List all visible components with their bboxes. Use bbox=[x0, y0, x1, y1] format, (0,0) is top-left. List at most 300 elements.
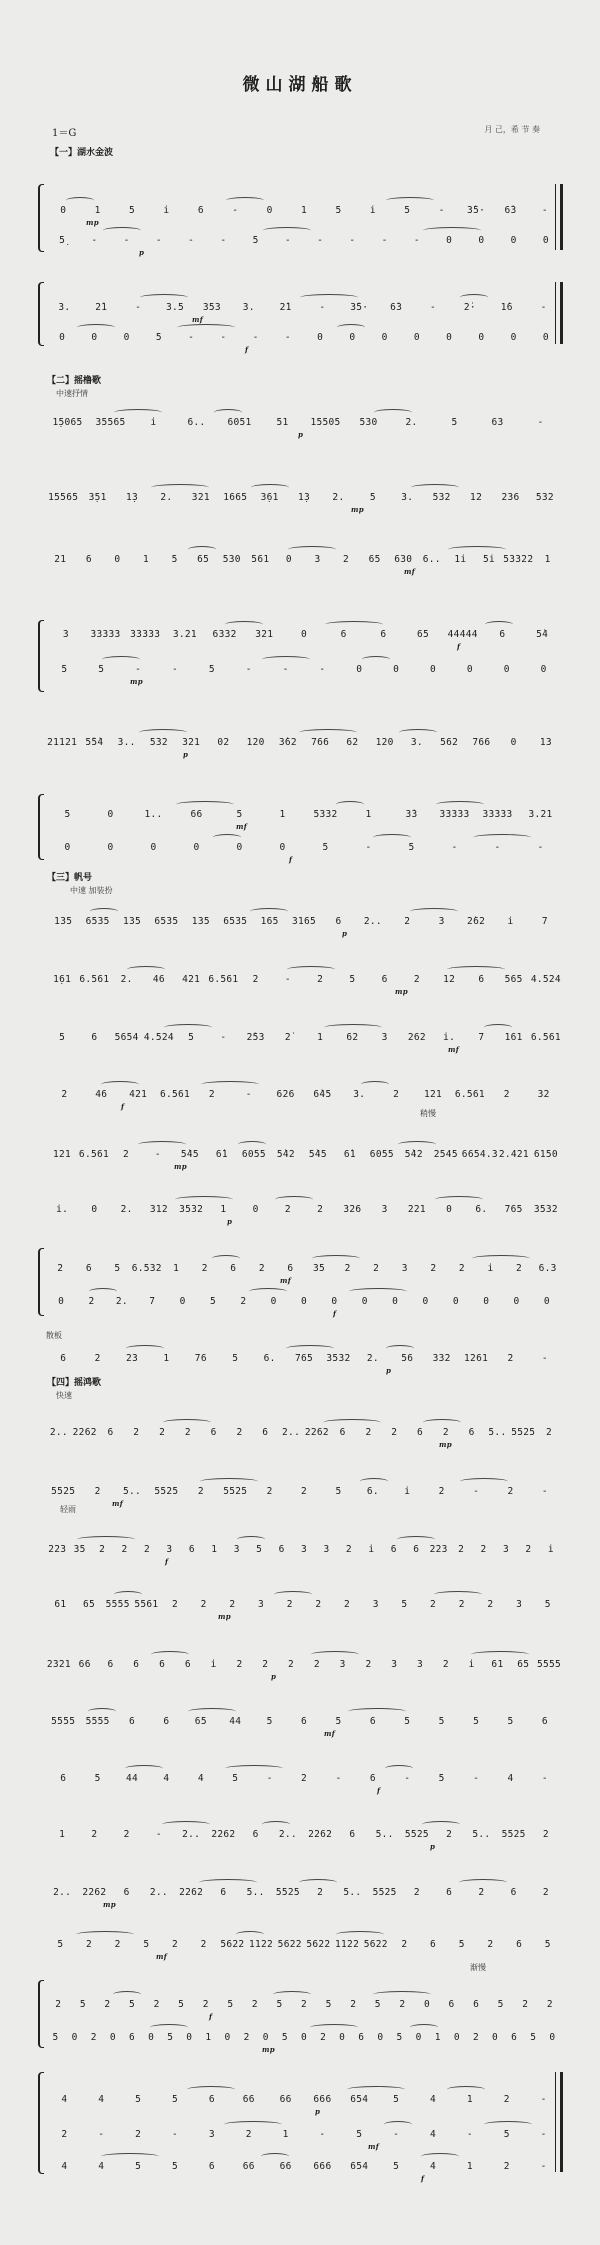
note: 4 bbox=[197, 1773, 204, 1784]
note: 0 bbox=[91, 332, 98, 343]
note: 6 bbox=[129, 1716, 136, 1727]
dynamic-mark: mp bbox=[130, 677, 143, 686]
note: 0 bbox=[513, 1296, 520, 1307]
note: 532 bbox=[149, 737, 168, 748]
note: 2 bbox=[301, 1999, 308, 2010]
note: 2 bbox=[197, 1486, 204, 1497]
note: 3 bbox=[301, 1544, 308, 1555]
note: 6.3 bbox=[538, 1263, 557, 1274]
note: 5 bbox=[178, 1999, 185, 2010]
note: - bbox=[540, 2129, 547, 2140]
note: 6.561 bbox=[454, 1089, 485, 1100]
note: 2 bbox=[184, 1427, 191, 1438]
note: 6. bbox=[475, 1204, 488, 1215]
system-brace bbox=[38, 620, 44, 692]
note: - bbox=[220, 235, 227, 246]
note: 2 bbox=[393, 1089, 400, 1100]
note: 0 bbox=[549, 2032, 556, 2043]
note: 2 bbox=[94, 1353, 101, 1364]
note: 44444 bbox=[447, 629, 478, 640]
slur-mark bbox=[188, 546, 216, 553]
note: 2 bbox=[200, 1939, 207, 1950]
note: 3̣51 bbox=[88, 492, 107, 503]
notation-line bbox=[46, 196, 562, 227]
note: 2 bbox=[345, 1544, 352, 1555]
note: 0 bbox=[339, 2032, 346, 2043]
note: 5 bbox=[349, 974, 356, 985]
note: - bbox=[232, 205, 239, 216]
note: 0 bbox=[266, 205, 273, 216]
note: - bbox=[284, 974, 291, 985]
note: 0 bbox=[114, 554, 121, 565]
note: 6 bbox=[128, 2032, 135, 2043]
note: i bbox=[404, 1486, 411, 1497]
note: 2 bbox=[57, 1263, 64, 1274]
dynamic-mark: mf bbox=[192, 315, 204, 324]
notation-line bbox=[46, 545, 562, 576]
note: 3 bbox=[208, 2129, 215, 2140]
note: 2 bbox=[301, 1486, 308, 1497]
note: 2 bbox=[202, 1999, 209, 2010]
note: 5 bbox=[252, 235, 259, 246]
note: 5 bbox=[396, 2032, 403, 2043]
note: - bbox=[284, 235, 291, 246]
note: 5 bbox=[59, 1032, 66, 1043]
slur-mark bbox=[325, 621, 383, 628]
slur-mark bbox=[249, 1288, 287, 1295]
slur-mark bbox=[212, 1255, 240, 1262]
note: 5 bbox=[135, 2094, 142, 2105]
note: 121 bbox=[52, 1149, 72, 1160]
note: 2.. bbox=[182, 1829, 201, 1840]
system-brace bbox=[38, 282, 44, 346]
note: 51 bbox=[276, 417, 289, 428]
slur-mark bbox=[299, 1879, 337, 1886]
note: i bbox=[163, 205, 170, 216]
note: - bbox=[466, 2129, 473, 2140]
note: 6 bbox=[230, 1263, 237, 1274]
notation-line bbox=[46, 293, 562, 324]
tempo-mark-5: 散板 bbox=[46, 1331, 62, 1340]
slur-mark bbox=[411, 484, 459, 491]
slur-mark bbox=[102, 656, 140, 663]
note: 2 bbox=[399, 1999, 406, 2010]
slur-mark bbox=[336, 801, 364, 808]
note: 2 bbox=[135, 2129, 142, 2140]
slur-mark bbox=[164, 1024, 212, 1031]
note: 5.. bbox=[488, 1427, 507, 1438]
note: 2 bbox=[91, 1829, 98, 1840]
slur-mark bbox=[323, 1419, 381, 1426]
note: 6 bbox=[340, 629, 347, 640]
note: 3 bbox=[391, 1659, 398, 1670]
note: 6055 bbox=[241, 1149, 266, 1160]
note: 1̇6 bbox=[500, 302, 513, 313]
note: 3̇5· bbox=[350, 302, 369, 313]
note: 2 bbox=[266, 1486, 273, 1497]
note: 2 bbox=[430, 1599, 437, 1610]
note: 5 bbox=[155, 332, 162, 343]
note: 2 bbox=[301, 1773, 308, 1784]
note: 6 bbox=[107, 1427, 114, 1438]
notation-line bbox=[46, 1023, 562, 1054]
note: 3 bbox=[62, 629, 69, 640]
note: 3. bbox=[242, 302, 255, 313]
slur-mark bbox=[101, 1081, 139, 1088]
note: - bbox=[473, 1773, 480, 1784]
note: 2̇53 bbox=[246, 1032, 265, 1043]
note: 5 bbox=[408, 842, 415, 853]
note: 6654.3 bbox=[461, 1149, 498, 1160]
note: 6150 bbox=[533, 1149, 558, 1160]
note: 2. bbox=[366, 1353, 379, 1364]
dynamic-mark: mf bbox=[236, 822, 248, 831]
notation-line bbox=[46, 620, 562, 651]
notation-line bbox=[46, 1820, 562, 1851]
slur-mark bbox=[448, 546, 506, 553]
note: 5 bbox=[129, 1999, 136, 2010]
note: 6 bbox=[133, 1659, 140, 1670]
note: 2 bbox=[344, 1599, 351, 1610]
note: 12 bbox=[443, 974, 456, 985]
slur-mark bbox=[459, 1879, 507, 1886]
note: 2 bbox=[350, 1999, 357, 2010]
note: 2 bbox=[542, 1887, 549, 1898]
note: 6535 bbox=[154, 916, 179, 927]
note: - bbox=[494, 842, 501, 853]
note: 2 bbox=[487, 1599, 494, 1610]
dynamic-mark: f bbox=[165, 1557, 169, 1566]
note: - bbox=[404, 1773, 411, 1784]
slur-mark bbox=[113, 1991, 141, 1998]
slur-mark bbox=[88, 1708, 116, 1715]
note: 5 bbox=[61, 664, 68, 675]
dynamic-mark: mp bbox=[174, 1162, 187, 1171]
note: 3 bbox=[166, 1544, 173, 1555]
slur-mark bbox=[398, 1141, 436, 1148]
note: 6 bbox=[262, 1427, 269, 1438]
slur-mark bbox=[273, 1991, 311, 1998]
note: 32 bbox=[537, 1089, 550, 1100]
note: 6 bbox=[413, 1544, 420, 1555]
composer-credit: 月 己，希 节 奏 bbox=[484, 125, 540, 134]
note: 5 bbox=[335, 1716, 342, 1727]
slur-mark bbox=[262, 656, 310, 663]
slur-mark bbox=[436, 801, 484, 808]
note: 6055 bbox=[369, 1149, 394, 1160]
note: 2 bbox=[55, 1999, 62, 2010]
notation-line bbox=[46, 1535, 562, 1566]
note: 5 bbox=[209, 1296, 216, 1307]
note: 0 bbox=[60, 205, 67, 216]
slur-mark bbox=[311, 1651, 359, 1658]
notation-line bbox=[46, 728, 562, 759]
note: 1̣3 bbox=[125, 492, 139, 503]
note: 2262 bbox=[211, 1829, 236, 1840]
note: 5525 bbox=[154, 1486, 179, 1497]
note: 2 bbox=[438, 1486, 445, 1497]
note: 666 bbox=[313, 2094, 332, 2105]
note: - bbox=[252, 332, 259, 343]
note: 1 bbox=[220, 1204, 227, 1215]
note: 5 bbox=[473, 1716, 480, 1727]
note: 65 bbox=[517, 1659, 530, 1670]
slur-mark bbox=[77, 1536, 135, 1543]
note: 5 bbox=[544, 1939, 551, 1950]
note: 2 bbox=[365, 1659, 372, 1670]
note: 7 bbox=[478, 1032, 485, 1043]
note: 3 bbox=[401, 1263, 408, 1274]
note: 2 bbox=[172, 1939, 179, 1950]
slur-mark bbox=[384, 2121, 412, 2128]
note: 2 bbox=[487, 1939, 494, 1950]
note: 562 bbox=[440, 737, 459, 748]
note: 1 bbox=[466, 2161, 473, 2172]
note: 6 bbox=[380, 629, 387, 640]
dynamic-mark: f bbox=[289, 855, 293, 864]
note: 3̣61 bbox=[260, 492, 279, 503]
note: 2 bbox=[472, 2032, 479, 2043]
slur-mark bbox=[200, 1478, 258, 1485]
note: 6 bbox=[85, 554, 92, 565]
note: 6.532 bbox=[131, 1263, 162, 1274]
slur-mark bbox=[188, 1708, 236, 1715]
note: 4 bbox=[430, 2094, 437, 2105]
slur-mark bbox=[262, 1821, 290, 1828]
note: 1 bbox=[94, 205, 101, 216]
note: 5 bbox=[208, 664, 215, 675]
note: - bbox=[98, 2129, 105, 2140]
note: 0 bbox=[361, 1296, 368, 1307]
slur-mark bbox=[410, 908, 458, 915]
notation-line bbox=[46, 483, 562, 514]
note: 654 bbox=[350, 2094, 369, 2105]
note: 5 bbox=[135, 2161, 142, 2172]
note: 0 bbox=[446, 1204, 453, 1215]
note: 5 bbox=[374, 1999, 381, 2010]
dynamic-mark: mf bbox=[280, 1276, 292, 1285]
note: i bbox=[150, 417, 157, 428]
note: - bbox=[541, 205, 548, 216]
note: 2262 bbox=[179, 1887, 204, 1898]
note: 120 bbox=[375, 737, 394, 748]
notation-line bbox=[46, 1990, 562, 2021]
dynamic-mark: mp bbox=[262, 2045, 275, 2054]
slur-mark bbox=[114, 409, 162, 416]
note: 312 bbox=[149, 1204, 168, 1215]
note: - bbox=[154, 1149, 161, 1160]
note: 0 bbox=[483, 1296, 490, 1307]
dynamic-mark: f bbox=[377, 1786, 381, 1795]
slur-mark bbox=[238, 1141, 266, 1148]
note: 2 bbox=[121, 1544, 128, 1555]
note: 262 bbox=[407, 1032, 426, 1043]
note: 6 bbox=[159, 1659, 166, 1670]
notation-line bbox=[46, 2023, 562, 2054]
note: 65 bbox=[82, 1599, 96, 1610]
note: - bbox=[413, 235, 420, 246]
slur-mark bbox=[460, 294, 488, 301]
note: 6 bbox=[349, 1829, 356, 1840]
note: 3̇3 bbox=[405, 809, 418, 820]
note: 353 bbox=[202, 302, 221, 313]
note: 3.. bbox=[117, 737, 136, 748]
note: 6̇45 bbox=[313, 1089, 332, 1100]
note: - bbox=[365, 842, 372, 853]
note: 5525 bbox=[404, 1829, 429, 1840]
note: 2 bbox=[236, 1659, 243, 1670]
note: 6 bbox=[278, 1544, 285, 1555]
slur-mark bbox=[286, 1345, 334, 1352]
slur-mark bbox=[150, 2024, 188, 2031]
note: 5̇45 bbox=[180, 1149, 199, 1160]
tempo-mark-1: 中速抒情 bbox=[56, 389, 88, 398]
note: 0 bbox=[285, 554, 292, 565]
note: 2 bbox=[236, 1427, 243, 1438]
note: 2̇· bbox=[463, 302, 476, 313]
dynamic-mark: mf bbox=[324, 1729, 336, 1738]
note: - bbox=[537, 842, 544, 853]
slur-mark bbox=[423, 227, 481, 234]
note: 65 bbox=[417, 629, 430, 640]
notation-line bbox=[46, 2152, 562, 2183]
note: 3. bbox=[353, 1089, 366, 1100]
note: 626 bbox=[276, 1089, 295, 1100]
note: 6̇3 bbox=[390, 302, 403, 313]
note: 2 bbox=[344, 1263, 351, 1274]
note: 33333 bbox=[130, 629, 161, 640]
note: 0 bbox=[224, 2032, 231, 2043]
note: 2 bbox=[317, 1204, 324, 1215]
slur-mark bbox=[138, 1141, 186, 1148]
note: 5 bbox=[335, 205, 342, 216]
note: 1 bbox=[211, 1544, 218, 1555]
slur-mark bbox=[101, 2153, 159, 2160]
slur-mark bbox=[310, 2024, 358, 2031]
note: 2 bbox=[245, 2129, 252, 2140]
system-brace bbox=[38, 184, 44, 252]
note: 2 bbox=[258, 1263, 265, 1274]
note: 3 bbox=[258, 1599, 265, 1610]
note: 421 bbox=[182, 974, 201, 985]
note: 2 bbox=[243, 2032, 250, 2043]
note: 0 bbox=[413, 332, 420, 343]
notation-line bbox=[46, 1764, 562, 1795]
note: 2 bbox=[442, 1659, 449, 1670]
note: 66 bbox=[78, 1659, 91, 1670]
slur-mark bbox=[89, 1288, 117, 1295]
dynamic-mark: mf bbox=[156, 1952, 168, 1961]
notation-line bbox=[46, 2085, 562, 2116]
note: 5525 bbox=[372, 1887, 397, 1898]
note: 5 bbox=[57, 1939, 64, 1950]
note: 2 bbox=[401, 1939, 408, 1950]
notation-line bbox=[46, 1140, 562, 1171]
note: 6 bbox=[417, 1427, 424, 1438]
note: - bbox=[540, 2094, 547, 2105]
note: 2. bbox=[115, 1296, 128, 1307]
slur-mark bbox=[423, 1419, 461, 1426]
note: 6.. bbox=[187, 417, 206, 428]
note: 3. bbox=[410, 737, 423, 748]
note: 2 bbox=[458, 1599, 465, 1610]
note: 0 bbox=[452, 1296, 459, 1307]
dynamic-mark: p bbox=[298, 430, 304, 439]
note: 2̇1 bbox=[95, 302, 108, 313]
note: i. bbox=[443, 1032, 456, 1043]
note: 6.561 bbox=[530, 1032, 561, 1043]
note: 66 bbox=[279, 2161, 292, 2172]
dynamic-mark: p bbox=[271, 1672, 277, 1681]
note: 3̇5· bbox=[467, 205, 486, 216]
note: 33333 bbox=[482, 809, 513, 820]
note: 2545 bbox=[433, 1149, 458, 1160]
note: 2 bbox=[286, 1599, 293, 1610]
note: 6.561 bbox=[78, 1149, 110, 1160]
note: 2 bbox=[114, 1939, 121, 1950]
note: 5622 bbox=[363, 1939, 388, 1950]
notation-line bbox=[46, 655, 562, 686]
notation-line bbox=[46, 1080, 562, 1111]
note: 66 bbox=[242, 2094, 255, 2105]
note: 6 bbox=[197, 205, 204, 216]
note: 13 bbox=[539, 737, 552, 748]
system-brace bbox=[38, 1980, 44, 2048]
slur-mark bbox=[125, 1765, 163, 1772]
note: 6 bbox=[448, 1999, 455, 2010]
note: 6̇1 bbox=[343, 1149, 356, 1160]
dynamic-mark: f bbox=[245, 345, 249, 354]
note: 1 bbox=[143, 554, 150, 565]
note: 221 bbox=[407, 1204, 426, 1215]
note: 2 bbox=[122, 1149, 129, 1160]
note: 3 bbox=[381, 1032, 388, 1043]
note: 5 bbox=[94, 1773, 101, 1784]
note: 530 bbox=[222, 554, 241, 565]
note: 7 bbox=[541, 916, 548, 927]
note: 5 bbox=[369, 492, 376, 503]
note: 5555 bbox=[105, 1599, 130, 1610]
note: 2 bbox=[200, 1599, 207, 1610]
note: 2 bbox=[516, 1263, 523, 1274]
note: 6 bbox=[220, 1887, 227, 1898]
dynamic-mark: p bbox=[386, 1366, 392, 1375]
note: 2.. bbox=[149, 1887, 168, 1898]
note: 5332 bbox=[313, 809, 338, 820]
note: - bbox=[188, 235, 195, 246]
slur-mark bbox=[447, 966, 505, 973]
note: 1 bbox=[434, 2032, 441, 2043]
note: 6.561 bbox=[159, 1089, 191, 1100]
slur-mark bbox=[177, 324, 235, 331]
note: 61 bbox=[54, 1599, 67, 1610]
note: 1 bbox=[205, 2032, 212, 2043]
note: 0 bbox=[186, 2032, 193, 2043]
note: 5i bbox=[482, 554, 495, 565]
note: 5̣ bbox=[59, 235, 66, 246]
note: 5 bbox=[52, 2032, 59, 2043]
note: 135 bbox=[191, 916, 210, 927]
note: 5 bbox=[129, 205, 136, 216]
note: 3 bbox=[502, 1544, 509, 1555]
note: 5 bbox=[171, 2161, 179, 2172]
note: 5525 bbox=[511, 1427, 536, 1438]
system-brace bbox=[38, 1248, 44, 1316]
note: i bbox=[210, 1659, 217, 1670]
note: 2̇ bbox=[284, 1032, 291, 1043]
note: 3 bbox=[339, 1659, 346, 1670]
note: 6 bbox=[123, 1887, 130, 1898]
